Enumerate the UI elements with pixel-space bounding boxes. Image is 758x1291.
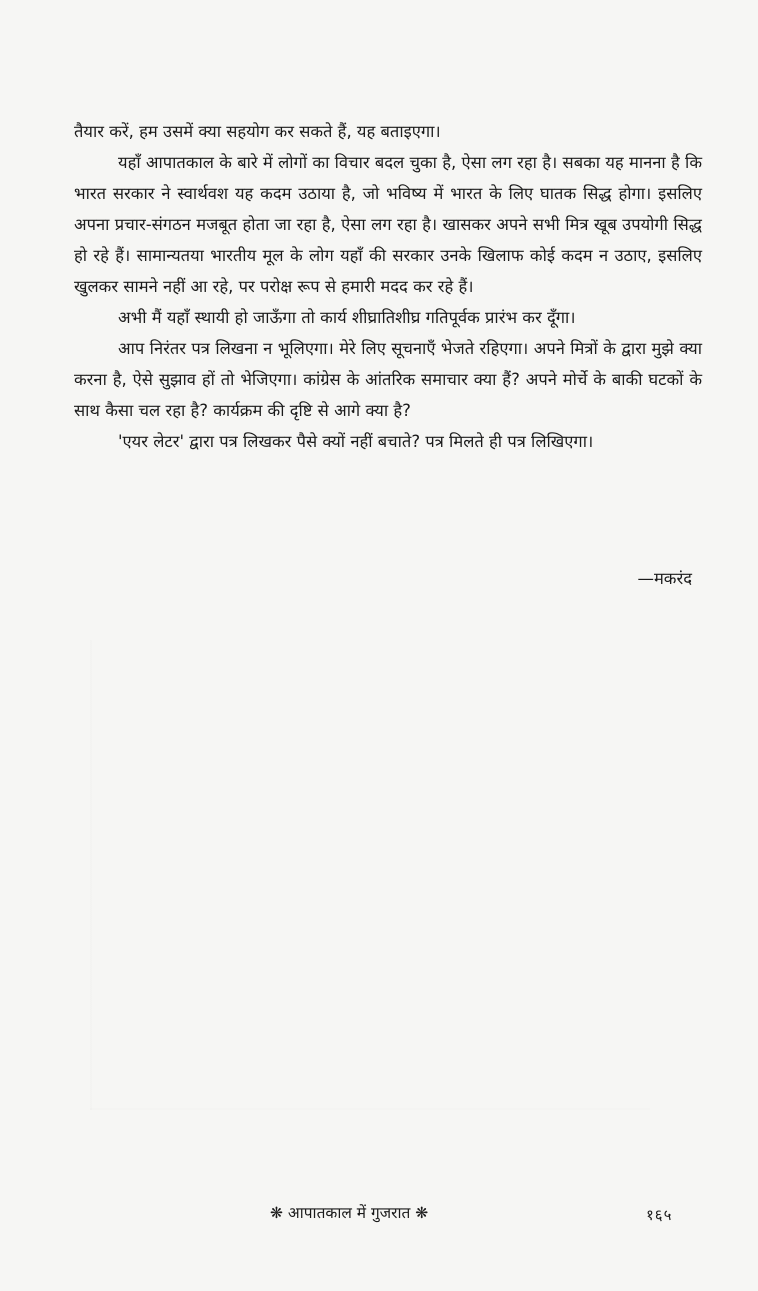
page-number: १६५ xyxy=(646,1206,673,1224)
footer-book-title: ❋ आपातकाल में गुजरात ❋ xyxy=(270,1204,429,1222)
signature: —मकरंद xyxy=(637,569,692,588)
paragraph: अभी मैं यहाँ स्थायी हो जाऊँगा तो कार्य शीघ्रातिशीघ्र गतिपूर्वक प्रारंभ कर दूँगा। xyxy=(118,308,576,327)
paragraph-continuation: तैयार करें, हम उसमें क्या सहयोग कर सकते हैं, यह बताइएगा। xyxy=(74,122,441,141)
paragraph: यहाँ आपातकाल के बारे में लोगों का विचार बदल चुका है, ऐसा लग रहा है। सबका यह मानना है कि भारत सरकार ने स्वार्थवश यह कदम उठाया है, जो भविष्य में भारत के लिए घातक सिद्ध होगा। इसलिए अपना प्रचार-संगठन मजबूत होता जा रहा है, ऐसा लग रहा है। खासकर अपने सभी मित्र खूब उपयोगी सिद्ध हो रहे हैं। सामान्यतया भारतीय मूल के लोग यहाँ की सरकार उनके खिलाफ कोई कदम न उठाए, इसलिए खुलकर सामने नहीं आ रहे, पर परोक्ष रूप से हमारी मदद कर रहे हैं। xyxy=(74,153,702,296)
letter-body xyxy=(74,116,702,457)
paragraph: आप निरंतर पत्र लिखना न भूलिएगा। मेरे लिए सूचनाएँ भेजते रहिएगा। अपने मित्रों के द्वारा मुझे क्या करना है, ऐसे सुझाव हों तो भेजिएगा। कांग्रेस के आंतरिक समाचार क्या हैं? अपने मोर्चे के बाकी घटकों के साथ कैसा चल रहा है? कार्यक्रम की दृष्टि से आगे क्या है? xyxy=(74,339,702,420)
show-through-texture xyxy=(90,640,650,1110)
paragraph: 'एयर लेटर' द्वारा पत्र लिखकर पैसे क्यों नहीं बचाते? पत्र मिलते ही पत्र लिखिएगा। xyxy=(118,432,594,451)
